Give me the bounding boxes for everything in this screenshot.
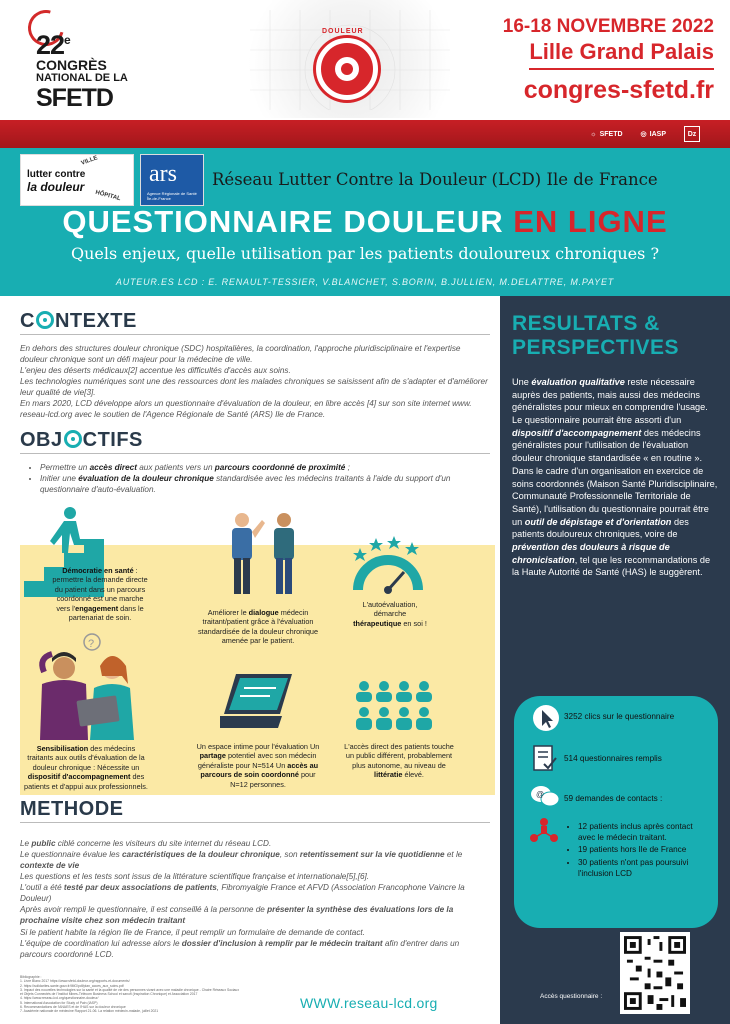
iasp-logo: ◎ IASP: [640, 130, 666, 138]
espace-text: Un espace intime pour l'évaluation Un partage potentiel avec son médecin généraliste pour N=514 Un accès au parcours de soin coordonné pour N=12 personnes.: [196, 742, 320, 789]
dialogue-text: Améliorer le dialogue médecin traitant/patient grâce à l'évaluation standardisée de la douleur chronique amenée par le patient.: [197, 608, 319, 646]
stat-contacts: 59 demandes de contacts :: [564, 794, 663, 803]
methode-title: METHODE: [20, 798, 124, 820]
event-info: [494, 16, 714, 107]
stat-remplis: 514 questionnaires remplis: [564, 754, 662, 763]
methode-line: L'outil a été testé par deux associations de patients, Fibromyalgie France et AFVD (Association Francophone Vaincre la Douleur): [20, 883, 465, 904]
lcd-logo: VILLE lutter contre la douleur HÔPITAL: [20, 154, 134, 206]
methode-line: L'équipe de coordination lui adresse alors le dossier d'inclusion à remplir par le médecin traitant afin d'entrer dans un parcours coordonné LCD.: [20, 938, 460, 959]
objectifs-list: [34, 462, 494, 495]
resultats-panel: [500, 296, 730, 1024]
sfetd-logo: ☼ SFETD: [590, 130, 623, 138]
list-item: • Permettre un accès direct aux patients vers un parcours coordonné de proximité ;: [40, 462, 494, 473]
center-label: DOULEUR: [322, 28, 364, 35]
authors: AUTEUR.ES LCD : E. RENAULT-TESSIER, V.BLANCHET, S.BORIN, B.JULLIEN, M.DELATTRE, M.PAYET: [115, 277, 615, 287]
title-area: [0, 148, 730, 296]
network-title: Réseau Lutter Contre la Douleur (LCD) Ile de France: [212, 170, 658, 189]
resultats-title: RESULTATS & PERSPECTIVES: [512, 312, 680, 360]
qr-label: Accès questionnaire :: [540, 993, 603, 1000]
methode-line: Le public ciblé concerne les visiteurs du site internet du réseau LCD.: [20, 839, 272, 848]
partner-logos: [590, 124, 700, 144]
divider: [20, 822, 490, 823]
target-icon: [316, 38, 378, 100]
bibliography: Bibliographie : 1. Livre Blanc 2017 https://www.sfetd-douleur.org/rapports-et-documents/ 2. https://solidarites-sante.gouv.fr/IMG/pdf/plan_acces_aux_soins.pdf 3. Impact des nouvelles technologies sur la santé et la qualité de vie des personnes vivant avec une maladie chronique - Chaire Réseaux Sociaux et Objets Connectés de l'Institut Mines-Télécom Business School et sanofi (Inspiration Chronique) et Association 2017 4. https://www.reseau-lcd.org/questionnaire-douleur/ 5. International Association for Study of Pain (IASP) 6. Recommandations de l'ANAES et de l'HAS sur la douleur chronique 7. Académie nationale de médecine Rapport 21-06. La relation médecin-malade, juillet 2021: [20, 975, 240, 1013]
subtitle: Quels enjeux, quelle utilisation par les patients douloureux chroniques ?: [70, 244, 660, 263]
gauge-stars-icon: [348, 534, 428, 594]
laptop-icon: [220, 672, 296, 732]
list-item: • 19 patients hors Ile de France: [578, 845, 708, 856]
resultats-text: Une évaluation qualitative reste nécessaire auprès des patients, mais aussi des médecins généralistes pour mieux en comprendre l'usage. Le questionnaire pourrait être assorti d'un dispositif d'accompagnement des médecins généralistes pour l'utilisation de l'évaluation douleur chronique standardisée « en routine ». Dans le cadre d'un organisation en exercice de soins coordonnés (Maison Santé Pluridisciplinaire, Communauté Professionnelle Territoriale de Santé), l'utilisation du questionnaire pourrait être un outil de dépistage et d'orientation des patients douloureux chroniques, voire de prévention des douleurs à risque de chronicisation, tel que les recommandations de la Haute Autorité de Santé (HAS) le suggèrent.: [512, 377, 718, 578]
list-item: • 12 patients inclus après contact avec le médecin traitant.: [578, 822, 708, 843]
sfetd-swirl-icon: ☼: [590, 130, 597, 138]
contexte-text: En dehors des structures douleur chronique (SDC) hospitalières, la coordination, l'approche pluridisciplinaire et l'expertise douleur chronique sont un défi majeur pour la médecine de ville. L'enjeu des déserts médicaux[2] accentue les difficultés d'accès aux soins. Les technologies numériques sont une des ressources dont les malades chroniques se saisissent afin de s'adapter et d'améliorer leur qualité de vie[3]. En mars 2020, LCD développe alors un questionnaire d'évaluation de la douleur, en libre accès [4] sur son site internet www. reseau-lcd.org avec le soutien de l'Agence Régionale de Santé (ARS) Ile de France.: [20, 344, 488, 420]
congres-logo: [22, 10, 132, 115]
red-banner: [0, 120, 730, 148]
methode-line: Le questionnaire évalue les caractéristiques de la douleur chronique, son retentissement sur la vie quotidienne et le contexte de vie: [20, 850, 463, 871]
target-o-icon: [36, 311, 54, 329]
crowd-icon: [350, 680, 440, 736]
methode-line: Après avoir rempli le questionnaire, il est conseillé à la personne de présenter la synthèse des évaluations lors de la prochaine visite chez son médecin traitant: [20, 905, 454, 926]
democratie-text: Démocratie en santé : permettre la demande directe du patient dans un parcours coordonné est une marche vers l'engagement dans le partenariat de soin.: [52, 566, 148, 623]
dz-logo: Dz: [684, 126, 700, 142]
congres-line1: CONGRÈS: [36, 57, 107, 73]
checklist-icon: [532, 744, 558, 772]
sensibilisation-text: Sensibilisation des médecins traitants aux outils d'évaluation de la douleur chronique : Nécessite un dispositif d'accompagnement des patients et d'appui aux professionnels.: [24, 744, 148, 791]
divider: [20, 453, 490, 454]
objectifs-title: OBJ CTIFS: [20, 429, 143, 451]
acces-direct-text: L'accès direct des patients touche un public différent, probablement plus autonome, au niveau de littératie élevé.: [344, 742, 454, 780]
list-item: • Initier une évaluation de la douleur chronique standardisée avec les médecins traitants à l'aide du support d'un questionnaire d'auto-évaluation.: [40, 473, 494, 495]
methode-text: [20, 838, 490, 960]
event-venue: Lille Grand Palais: [529, 39, 714, 70]
header: [0, 0, 730, 120]
list-item: • 30 patients n'ont pas poursuivi l'inclusion LCD: [578, 858, 708, 879]
congres-line3: SFETD: [36, 84, 113, 112]
network-people-icon: [528, 816, 560, 846]
methode-line: Les questions et les tests sont issus de la littérature scientifique française et internationale[5],[6].: [20, 872, 370, 882]
site-url-link[interactable]: WWW.reseau-lcd.org: [300, 995, 438, 1011]
contexte-title: C NTEXTE: [20, 310, 137, 332]
svg-text:@: @: [536, 790, 545, 799]
divider: [20, 334, 490, 335]
methode-line: Si le patient habite la région Ile de France, il peut remplir un formulaire de demande de contact.: [20, 927, 365, 937]
svg-text:?: ?: [88, 638, 95, 650]
contacts-breakdown-list: [568, 822, 708, 881]
target-o-icon: [64, 430, 82, 448]
autoevaluation-text: L'autoévaluation, démarche thérapeutique en soi !: [353, 600, 427, 628]
event-dates: 16-18 NOVEMBRE 2022: [502, 16, 714, 37]
doctor-patient-dialogue-icon: [220, 510, 310, 598]
people-laptop-icon: [30, 632, 150, 740]
main-title: QUESTIONNAIRE DOULEUR EN LIGNE: [62, 204, 668, 239]
cursor-click-icon: [532, 704, 560, 732]
ars-logo: ars Agence Régionale de Santé Île-de-France: [140, 154, 204, 206]
iasp-globe-icon: ◎: [640, 131, 647, 138]
congres-number: 22e: [36, 30, 70, 60]
event-website[interactable]: congres-sfetd.fr: [523, 76, 714, 105]
chat-bubbles-icon: [530, 784, 560, 810]
qr-code-icon[interactable]: [620, 932, 690, 1014]
header-target-graphic: [220, 0, 480, 118]
congres-line2: NATIONAL DE LA: [36, 72, 128, 84]
stat-clics: 3252 clics sur le questionnaire: [564, 712, 675, 721]
stats-box: [514, 696, 718, 928]
